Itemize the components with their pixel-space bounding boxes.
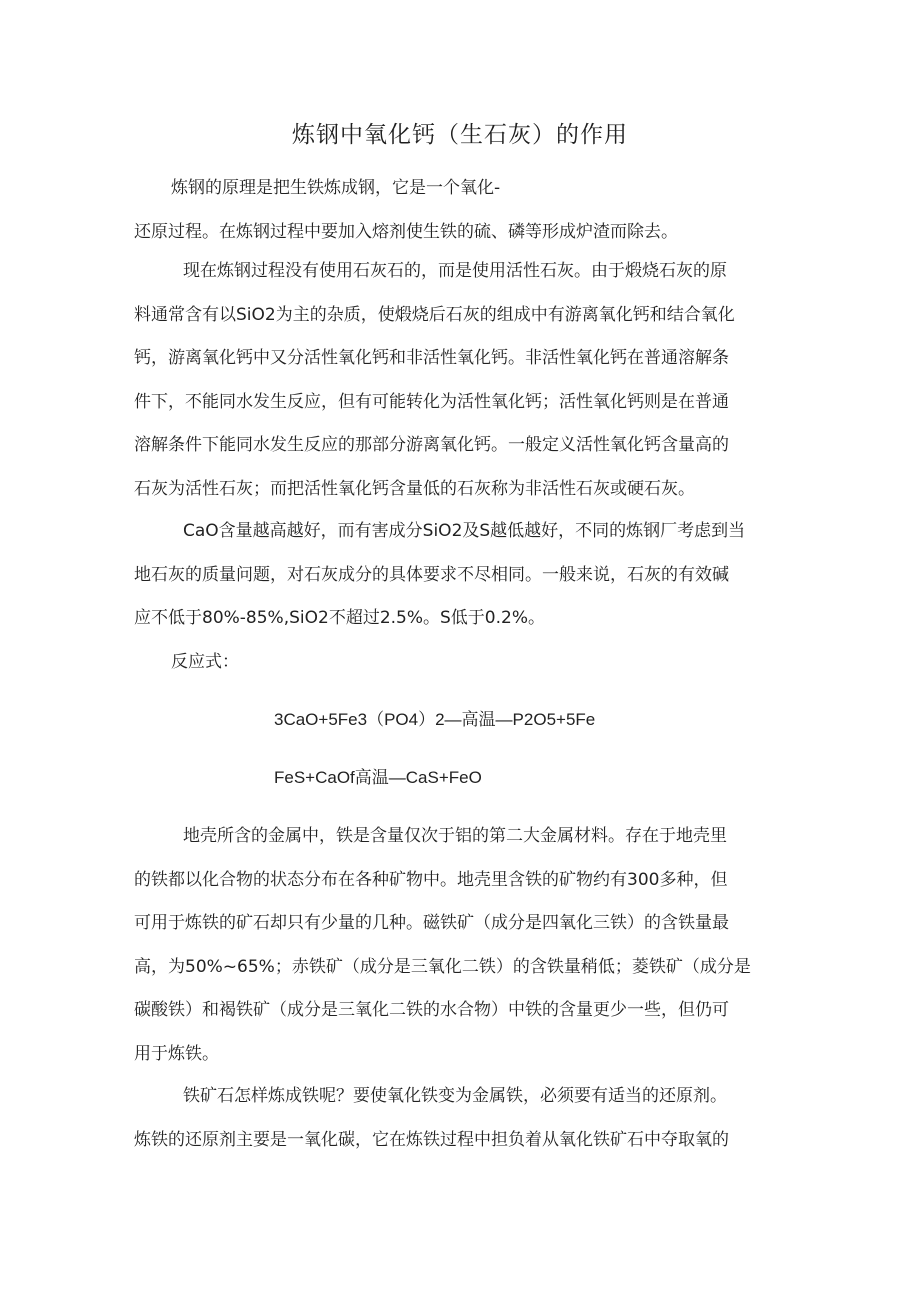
paragraph-reaction-heading <box>134 641 784 685</box>
paragraph-line: 高，为50%~65%；赤铁矿（成分是三氧化二铁）的含铁量稍低；菱铁矿（成分是 <box>134 956 751 977</box>
paragraph-line: 的铁都以化合物的状态分布在各种矿物中。地壳里含铁的矿物约有300多种，但 <box>134 869 728 890</box>
paragraph-line: 可用于炼铁的矿石却只有少量的几种。磁铁矿（成分是四氧化三铁）的含铁量最 <box>134 913 729 933</box>
paragraph-line: 料通常含有以SiO2为主的杂质，使煅烧后石灰的组成中有游离氧化钙和结合氧化 <box>134 304 735 325</box>
paragraph-line: 溶解条件下能同水发生反应的那部分游离氧化钙。一般定义活性氧化钙含量高的 <box>134 435 729 455</box>
paragraph-iron-ores <box>134 815 784 1076</box>
paragraph-line: 反应式： <box>171 652 239 672</box>
paragraph-line: 用于炼铁。 <box>134 1043 219 1064</box>
paragraph-line: CaO含量越高越好，而有害成分SiO2及S越低越好，不同的炼钢厂考虑到当 <box>183 521 746 541</box>
document-title: 炼钢中氧化钙（生石灰）的作用 <box>292 122 628 148</box>
paragraph-line: 炼铁的还原剂主要是一氧化碳，它在炼铁过程中担负着从氧化铁矿石中夺取氧的 <box>134 1129 729 1150</box>
paragraph-line: 石灰为活性石灰；而把活性氧化钙含量低的石灰称为非活性石灰或硬石灰。 <box>134 478 695 499</box>
paragraph-lime-composition <box>134 510 784 641</box>
paragraph-line: 铁矿石怎样炼成铁呢？要使氧化铁变为金属铁，必须要有适当的还原剂。 <box>183 1086 727 1106</box>
paragraph-line: 件下，不能同水发生反应，但有可能转化为活性氧化钙；活性氧化钙则是在普通 <box>134 391 729 412</box>
paragraph-line: 应不低于80%-85%,SiO2不超过2.5%。S低于0.2%。 <box>134 608 545 628</box>
paragraph-line: 地石灰的质量问题，对石灰成分的具体要求不尽相同。一般来说，石灰的有效碱 <box>134 564 729 585</box>
paragraph-line: 炼钢的原理是把生铁炼成钢，它是一个氧化- <box>171 178 501 198</box>
paragraph-steelmaking-principle <box>134 167 784 254</box>
paragraph-iron-smelting <box>134 1075 784 1162</box>
paragraph-line: 钙，游离氧化钙中又分活性氧化钙和非活性氧化钙。非活性氧化钙在普通溶解条 <box>134 348 729 368</box>
paragraph-line: 地壳所含的金属中，铁是含量仅次于铝的第二大金属材料。存在于地壳里 <box>183 826 727 846</box>
paragraph-line: 碳酸铁）和褐铁矿（成分是三氧化二铁的水合物）中铁的含量更少一些，但仍可 <box>134 1000 729 1020</box>
reaction-formula-phosphorus: 3CaO+5Fe3（PO4）2—高温—P2O5+5Fe <box>274 710 596 729</box>
reaction-formula-sulfur: FeS+CaOf高温—CaS+FeO <box>274 768 482 787</box>
paragraph-line: 现在炼钢过程没有使用石灰石的，而是使用活性石灰。由于煅烧石灰的原 <box>183 261 727 281</box>
paragraph-active-lime <box>134 250 784 511</box>
paragraph-line: 还原过程。在炼钢过程中要加入熔剂使生铁的硫、磷等形成炉渣而除去。 <box>134 221 678 242</box>
